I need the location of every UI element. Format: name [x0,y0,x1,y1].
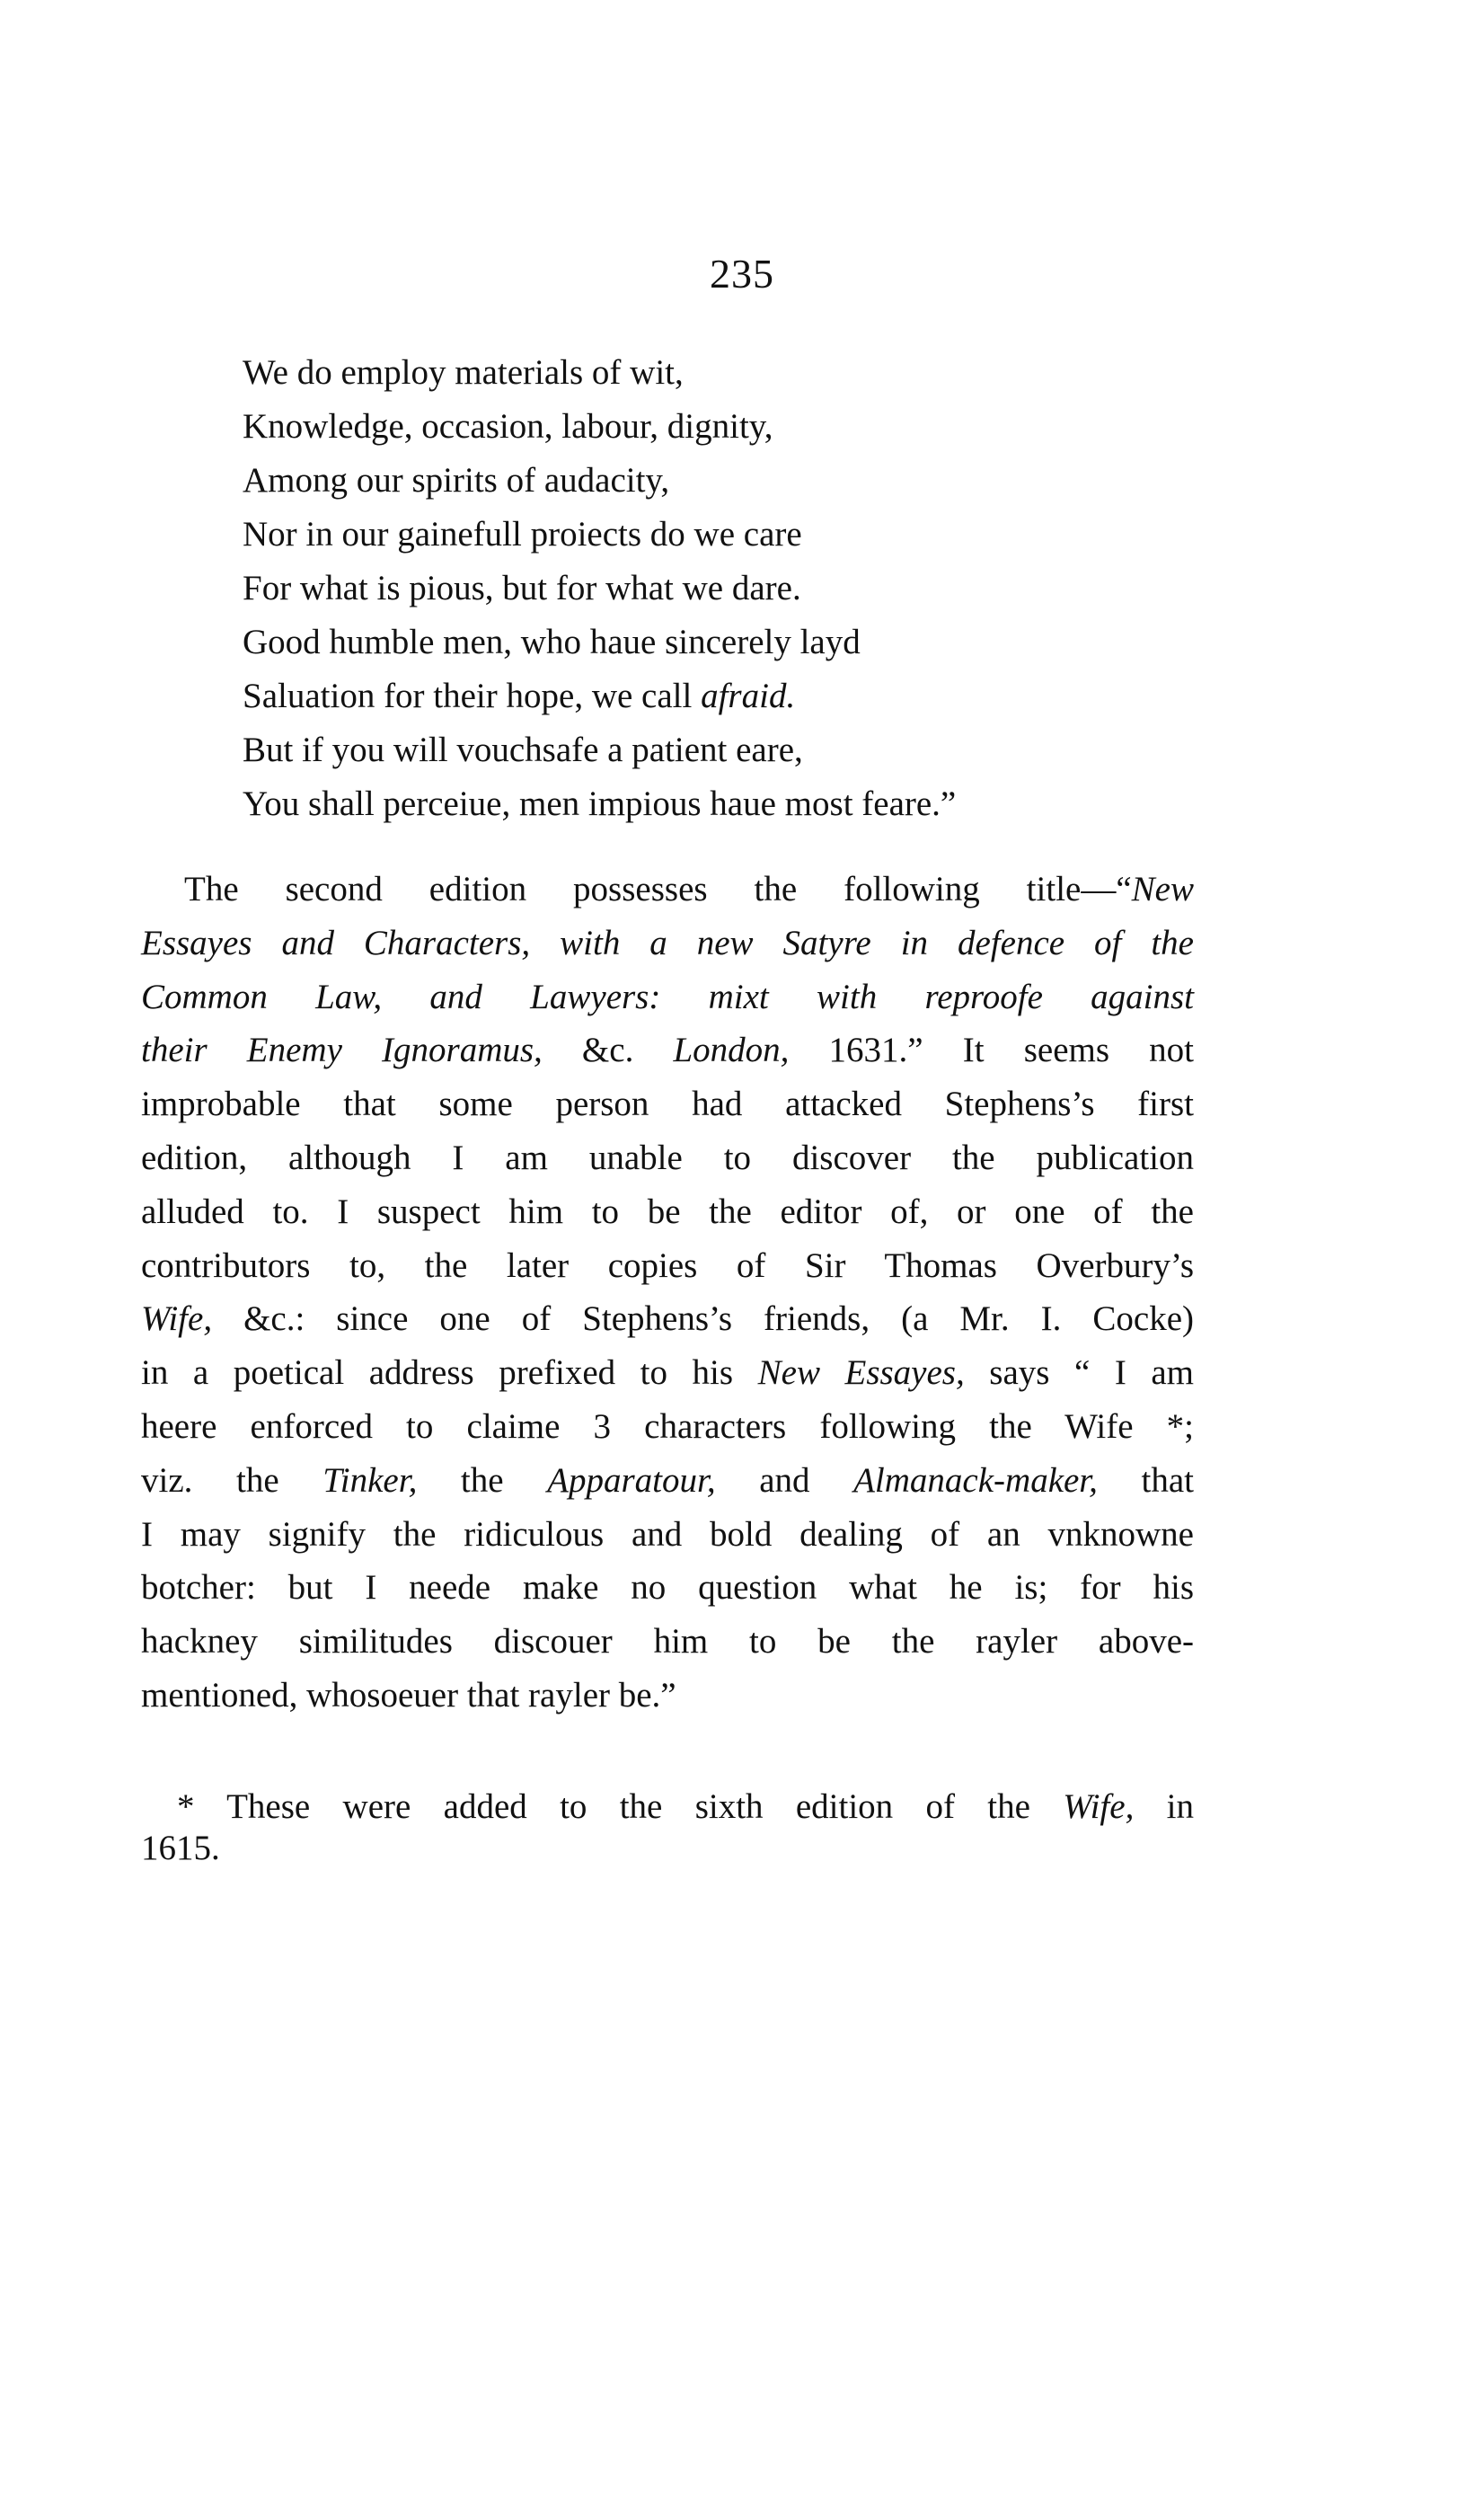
footnote-line: * These were added to the sixth edition of the Wife, in [177,1787,1194,1826]
prose-line: botcher: but I neede make no question what he is; for his [141,1568,1194,1608]
prose-line: improbable that some person had attacked Stephens’s first [141,1085,1194,1124]
italic-text: New Essayes, [757,1353,965,1393]
prose-line: I may signify the ridiculous and bold dealing of an vnknowne [141,1514,1194,1554]
body-paragraph [141,863,1194,1723]
verse-line: Knowledge, occasion, labour, dignity, [243,407,773,446]
italic-text: Common Law, and Lawyers: mixt with reproofe against [141,977,1194,1016]
italic-text: Tinker, [322,1460,418,1500]
prose-line: edition, although I am unable to discover the publication [141,1138,1194,1177]
verse-line: Good humble men, who haue sincerely layd [243,623,861,661]
verse-quotation [243,346,956,831]
prose-line: mentioned, whosoeuer that rayler be.” [141,1675,676,1715]
verse-line: You shall perceiue, men impious haue most feare.” [243,784,957,823]
verse-line: For what is pious, but for what we dare. [243,569,801,607]
italic-word: afraid. [701,677,796,715]
verse-line: We do employ materials of wit, [243,353,684,392]
footnote-line: 1615. [141,1829,220,1867]
italic-text: their Enemy Ignoramus, [141,1031,543,1070]
verse-line: Saluation for their hope, we call afraid. [243,677,796,715]
italic-text: Essayes and Characters, with a new Satyre in defence of the [141,923,1194,962]
footnote [141,1786,1194,1869]
prose-line [141,970,1194,1024]
page-number: 235 [710,251,774,297]
prose-line: The second edition possesses the following title—“New [184,870,1194,908]
prose-line: alluded to. I suspect him to be the editor of, or one of the [141,1192,1194,1231]
italic-text: New [1131,870,1194,908]
prose-line: hackney similitudes discouer him to be the rayler above- [141,1622,1194,1662]
italic-text: Apparatour, [547,1460,716,1500]
italic-text: Almanack-maker, [853,1460,1098,1500]
verse-line: Nor in our gainefull proiects do we care [243,515,802,554]
prose-line: Wife, &c.: since one of Stephens’s friends, (a Mr. I. Cocke) [141,1299,1194,1339]
prose-line: viz. the Tinker, the Apparatour, and Almanack-maker, that [141,1460,1194,1500]
italic-text: Wife, [141,1299,213,1339]
prose-line: their Enemy Ignoramus, &c. London, 1631.” It seems not [141,1031,1194,1070]
verse-line: Among our spirits of audacity, [243,461,670,500]
italic-text: London, [673,1031,790,1070]
prose-line: in a poetical address prefixed to his New Essayes, says “ I am [141,1353,1195,1393]
prose-line: contributors to, the later copies of Sir Thomas Overbury’s [141,1245,1194,1285]
italic-text: Wife, [1063,1787,1135,1826]
prose-line: heere enforced to claime 3 characters following the Wife *; [141,1406,1194,1446]
prose-line [141,917,1194,970]
verse-line: But if you will vouchsafe a patient eare, [243,731,803,769]
